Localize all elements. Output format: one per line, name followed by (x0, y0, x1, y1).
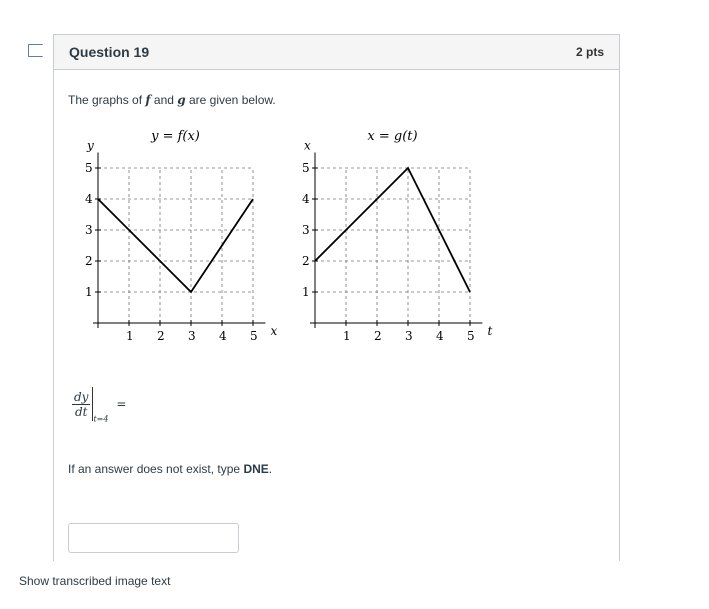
x-tick-label: 3 (405, 329, 413, 343)
y-tick-label: 1 (302, 285, 310, 299)
y-tick-label: 5 (302, 161, 310, 175)
y-axis-label: y (87, 138, 94, 153)
y-tick-label: 3 (85, 223, 93, 237)
y-tick-label: 2 (85, 254, 93, 268)
derivative-denominator: dt (74, 404, 88, 419)
derivative-expression (72, 387, 126, 424)
series-line (98, 199, 253, 292)
x-tick-label: 4 (436, 329, 444, 343)
answer-input[interactable] (68, 523, 239, 553)
x-tick-label: 1 (343, 329, 351, 343)
x-axis-label: t (487, 324, 493, 338)
x-tick-label: 5 (467, 329, 475, 343)
y-tick-label: 1 (85, 285, 93, 299)
x-tick-label: 4 (219, 329, 227, 343)
x-tick-label: 5 (250, 329, 258, 343)
derivative-subscript: t=4 (93, 414, 109, 424)
y-tick-label: 2 (302, 254, 310, 268)
derivative-numerator: dy (74, 389, 89, 404)
x-tick-label: 1 (126, 329, 134, 343)
x-axis-label: x (270, 324, 278, 338)
show-transcribed-link[interactable]: Show transcribed image text (19, 574, 171, 588)
equals-sign: = (116, 397, 127, 411)
y-tick-label: 4 (85, 192, 93, 206)
question-points: 2 pts (575, 45, 604, 59)
question-title: Question 19 (69, 44, 150, 60)
y-axis-label: x (304, 138, 311, 153)
x-tick-label: 2 (374, 329, 382, 343)
chart-title: y = f(x) (151, 129, 200, 144)
x-tick-label: 2 (157, 329, 165, 343)
prompt-text: The graphs of f and g are given below. (68, 93, 276, 107)
y-tick-label: 5 (85, 161, 93, 175)
chart-title: x = g(t) (367, 129, 418, 144)
hint-text: If an answer does not exist, type DNE. (68, 462, 273, 476)
y-tick-label: 3 (302, 223, 310, 237)
y-tick-label: 4 (302, 192, 310, 206)
x-tick-label: 3 (188, 329, 196, 343)
series-line (315, 168, 470, 292)
